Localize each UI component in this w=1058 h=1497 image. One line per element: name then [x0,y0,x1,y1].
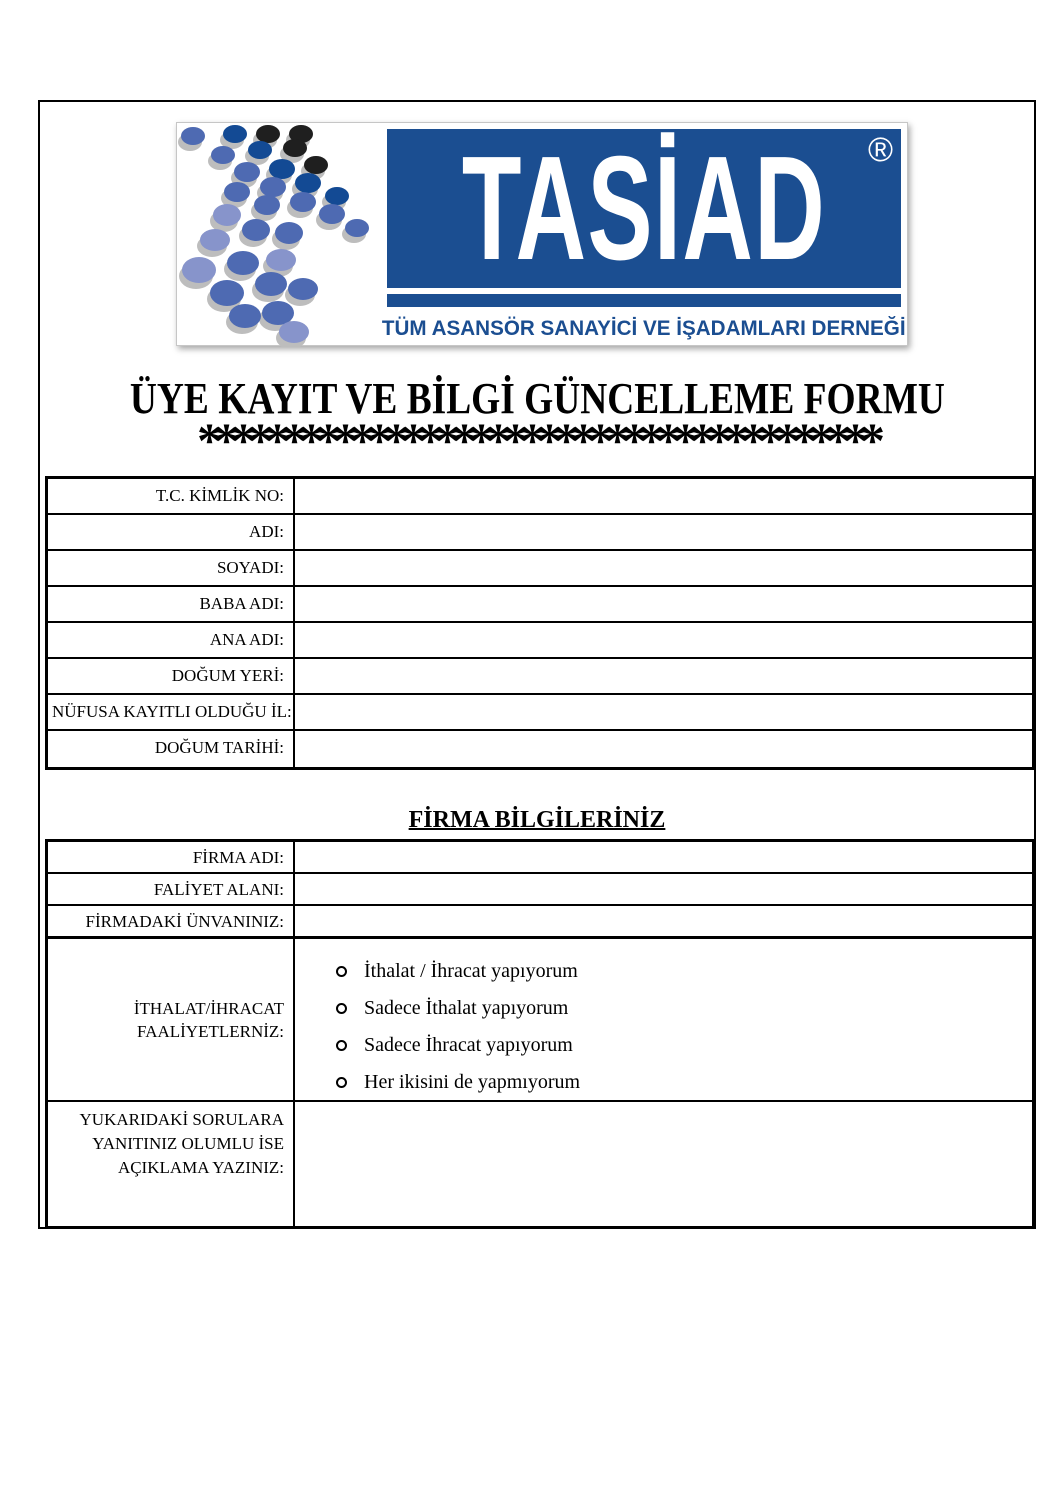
trade-activity-row [48,938,1032,1102]
explanation-label-line: YANITINIZ OLUMLU İSE [92,1134,284,1153]
field-label [48,1102,295,1226]
radio-icon [336,966,347,977]
logo-brand-box [387,125,901,291]
personal-info-table [45,476,1035,770]
company-info-table [45,839,1035,1229]
radio-option-sadece-ihracat[interactable] [336,1027,1032,1064]
radio-option-label: Sadece İhracat yapıyorum [364,1034,573,1056]
table-row [48,906,1032,938]
radio-option-label: Her ikisini de yapmıyorum [364,1071,581,1093]
trade-label-line: FAALİYETLERNİZ: [137,1021,284,1041]
adi-input[interactable] [295,515,1032,549]
field-label: DOĞUM YERİ: [48,659,295,693]
explanation-row [48,1102,1032,1226]
trade-activity-options [295,939,1032,1100]
radio-option-her-ikisi[interactable] [336,1064,1032,1101]
table-row [48,623,1032,659]
radio-icon [336,1040,347,1051]
company-section-heading: FİRMA BİLGİLERİNİZ [408,807,666,833]
stars-divider: **************************************** [197,412,877,468]
radio-option-label: Sadece İthalat yapıyorum [364,997,569,1019]
radio-icon [336,1077,347,1088]
nufusa-kayitli-il-input[interactable] [295,695,1032,729]
field-label [48,939,295,1100]
table-row [48,842,1032,874]
table-row [48,479,1032,515]
table-row [48,551,1032,587]
table-row [48,659,1032,695]
logo-tagline-text: TÜM ASANSÖR SANAYİCİ VE İŞADAMLARI DERNEĞİ [382,315,906,340]
tc-kimlik-no-input[interactable] [295,479,1032,513]
ana-adi-input[interactable] [295,623,1032,657]
radio-option-ithalat-ihracat[interactable] [336,953,1032,990]
trade-label-line: İTHALAT/İHRACAT [133,998,284,1018]
radio-option-label: İthalat / İhracat yapıyorum [364,960,578,982]
table-row [48,695,1032,731]
logo-tagline [382,313,906,343]
logo-dots-graphic [177,123,387,347]
dogum-yeri-input[interactable] [295,659,1032,693]
explanation-label-line: AÇIKLAMA YAZINIZ: [117,1158,284,1177]
table-row [48,587,1032,623]
logo-stripe [387,294,901,307]
brand-wordmark: TASİAD [461,125,827,291]
field-label: ANA ADI: [48,623,295,657]
field-label: DOĞUM TARİHİ: [48,731,295,767]
page-title: ÜYE KAYIT VE BİLGİ GÜNCELLEME FORMU [129,374,945,423]
table-row [48,874,1032,906]
field-label: NÜFUSA KAYITLI OLDUĞU İL: [48,695,295,729]
registered-trademark-icon: ® [867,131,893,169]
field-label: T.C. KİMLİK NO: [48,479,295,513]
firmadaki-unvaniniz-input[interactable] [295,906,1032,936]
faliyet-alani-input[interactable] [295,874,1032,904]
radio-icon [336,1003,347,1014]
field-label: BABA ADI: [48,587,295,621]
tasiad-logo [176,122,908,346]
field-label: SOYADI: [48,551,295,585]
field-label: FİRMADAKİ ÜNVANINIZ: [48,906,295,936]
explanation-label-line: YUKARIDAKİ SORULARA [79,1110,284,1129]
table-row [48,731,1032,767]
soyadi-input[interactable] [295,551,1032,585]
table-row [48,515,1032,551]
dogum-tarihi-input[interactable] [295,731,1032,767]
field-label: FALİYET ALANI: [48,874,295,904]
baba-adi-input[interactable] [295,587,1032,621]
radio-option-sadece-ithalat[interactable] [336,990,1032,1027]
firma-adi-input[interactable] [295,842,1032,872]
field-label: ADI: [48,515,295,549]
field-label: FİRMA ADI: [48,842,295,872]
aciklama-input[interactable] [295,1102,1032,1226]
